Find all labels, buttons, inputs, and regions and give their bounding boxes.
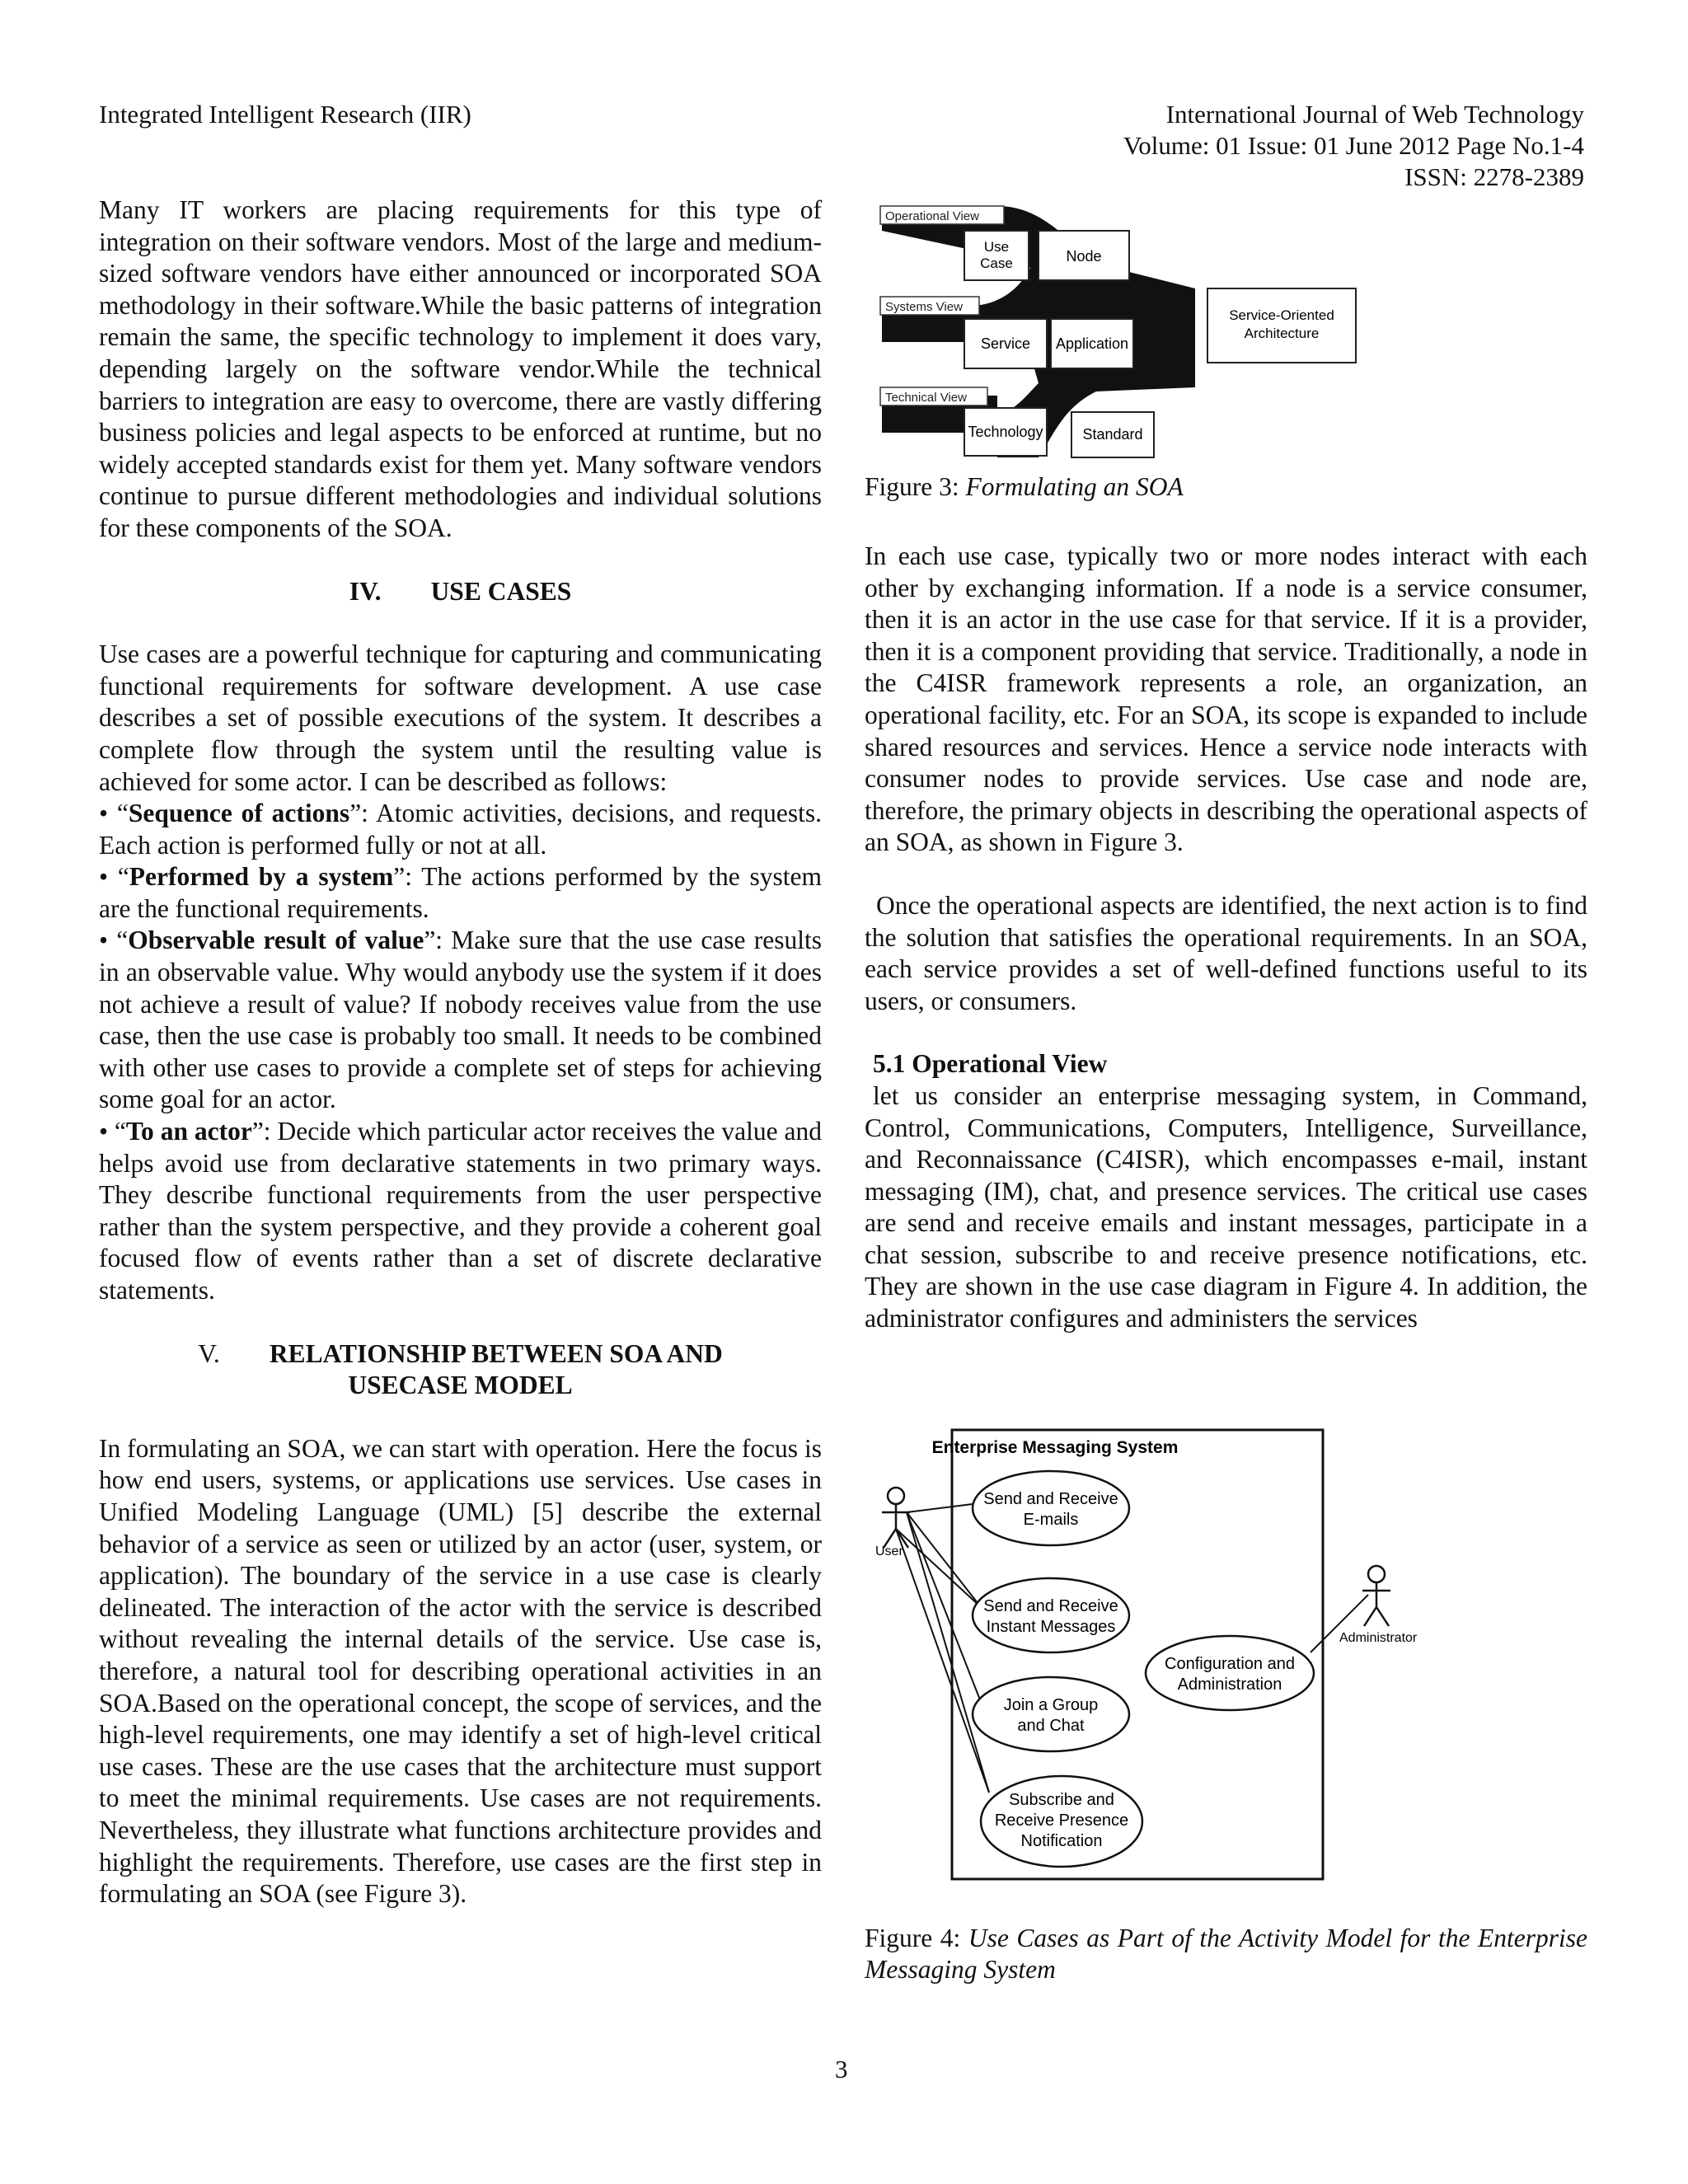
usecase-chat (973, 1677, 1129, 1751)
usecase-config-label-1: Configuration and (1165, 1655, 1295, 1673)
soa-label-2: Architecture (1244, 326, 1320, 341)
usecase-configuration (1146, 1636, 1314, 1710)
section-5-title-line2: USECASE MODEL (348, 1371, 573, 1400)
usecase-presence-label-1: Subscribe and (1009, 1791, 1114, 1809)
figure-3-caption-title: Formulating an SOA (965, 472, 1184, 501)
bullet-term: Observable result of value (128, 926, 424, 955)
section-5-number: V. (198, 1338, 220, 1368)
use-case-label-1: Use (983, 239, 1010, 255)
paragraph-operational-aspects: Once the operational aspects are identified, the next action is to find the solution that satisfies the operational requirements. In an SOA, each service provides a set of well-defined functions useful to its users, or consumers. (865, 890, 1587, 1015)
journal-volume: Volume: 01 Issue: 01 June 2012 Page No.1-4 (1123, 131, 1584, 160)
bullet-item: • “Performed by a system”: The actions performed by the system are the functional requirements. (99, 862, 822, 923)
soa-label-1: Service-Oriented (1229, 307, 1334, 323)
figure-3-diagram (874, 185, 1385, 470)
journal-issn: ISSN: 2278-2389 (1404, 162, 1584, 191)
paragraph-nodes: In each use case, typically two or more nodes interact with each other by exchanging information. If a node is a service consumer, then it is an actor in the use case for that service. If it is a provider, then it is a component providing that service. Traditionally, a node in the C4ISR framework represents a role, an organization, an operational facility, etc. For an SOA, its scope is expanded to include shared resources and services. Hence a service node interacts with consumer nodes to provide services. Use case and node are, therefore, the primary objects in describing the operational aspects of an SOA, as shown in Figure 3. (865, 541, 1587, 857)
figure-4-diagram (865, 1418, 1418, 1912)
node-label: Node (1066, 248, 1102, 265)
journal-publisher: Integrated Intelligent Research (IIR) (99, 100, 471, 129)
paragraph-relationship: In formulating an SOA, we can start with operation. Here the focus is how end users, systems, or applications use services. Use cases in Unified Modeling Language (UML) [5] describe the external behavior of a service as seen or utilized by an actor (user, system, or application). The boundary of the service in a use case is clearly delineated. The interaction of the actor with the service is described without revealing the internal details of the service. Use case is, therefore, a natural tool for describing operational activities in an SOA.Based on the operational concept, the scope of services, and the high-level requirements, one may identify a set of high-level critical use cases. These are the use cases that the architecture must support to meet the minimal requirements. Use cases are not requirements. Nevertheless, they illustrate what functions architecture provides and highlight the requirements. Therefore, use cases are the first step in formulating an SOA (see Figure 3). (99, 1433, 822, 1909)
application-label: Application (1055, 335, 1129, 352)
technology-label: Technology (968, 424, 1043, 440)
usecase-emails (973, 1471, 1129, 1545)
standard-label: Standard (1082, 426, 1143, 443)
paragraph-use-cases: Use cases are a powerful technique for capturing and communicating functional requirements for software development. A use case describes a set of possible executions of the system. It describes a complete flow through the system until the resulting value is achieved for some actor. I can be described as follows: (99, 640, 822, 796)
paragraph-enterprise-messaging: let us consider an enterprise messaging system, in Command, Control, Communications, Computers, Intelligence, Surveillance, and Reconnaissance (C4ISR), which encompasses e-mail, instant messaging (IM), chat, and presence services. The critical use cases are send and receive emails and instant messages, participate in a chat session, subscribe to and receive presence notifications, etc. They are shown in the use case diagram in Figure 4. In addition, the administrator configures and administers the services (865, 1080, 1587, 1333)
bullet-term: Sequence of actions (128, 799, 350, 828)
systems-view-label: Systems View (885, 300, 963, 314)
section-5-heading (99, 1338, 822, 1402)
bullet-item: • “To an actor”: Decide which particular actor receives the value and helps avoid use from declarative statements in two primary ways. They describe functional requirements from the user perspective rather than the system perspective, and they provide a coherent goal focused flow of events rather than a set of discrete declarative statements. (99, 1117, 822, 1305)
bullet-term: Performed by a system (129, 862, 394, 892)
page-number: 3 (835, 2055, 848, 2083)
section-4-number: IV. (349, 576, 382, 606)
journal-title: International Journal of Web Technology (1165, 100, 1584, 129)
usecase-presence-label-3: Notification (1020, 1832, 1103, 1850)
section-4-heading (99, 576, 822, 608)
usecase-chat-label-1: Join a Group (1003, 1696, 1099, 1714)
use-case-label-2: Case (980, 255, 1013, 271)
usecase-emails-label-1: Send and Receive (983, 1490, 1118, 1508)
paragraph-intro: Many IT workers are placing requirements for this type of integration on their software vendors. Most of the large and medium-sized software vendors have either announced or incorporated SOA methodology in their software.While the basic patterns of integration remain the same, the specific technology to implement it does vary, depending largely on the software vendor.While the technical barriers to integration are easy to overcome, there are vastly differing business policies and legal aspects to be enforced at runtime, but no widely accepted standards exist for them yet. Many software vendors continue to pursue different methodologies and individual solutions for these components of the SOA. (99, 195, 822, 542)
left-column (99, 194, 822, 1910)
technical-view-label: Technical View (885, 391, 967, 405)
usecase-im-label-2: Instant Messages (986, 1618, 1116, 1636)
figure-3-caption-label: Figure 3: (865, 472, 966, 501)
usecase-instant-messages (973, 1578, 1129, 1652)
administrator-label: Administrator (1339, 1631, 1418, 1645)
usecase-im-label-1: Send and Receive (983, 1597, 1118, 1615)
bullet-term: To an actor (125, 1117, 252, 1146)
bullet-item: • “Observable result of value”: Make sure that the use case results in an observable value. Why would anybody use the system if it does not achieve a result of value? If nobody receives value from the use case, then the use case is probably too small. It needs to be combined with other use cases to provide a complete set of steps for achieving some goal for an actor. (99, 926, 822, 1114)
figure-4-caption (865, 1923, 1587, 1985)
user-label: User (875, 1544, 903, 1558)
figure-4-caption-label: Figure 4: (865, 1924, 968, 1952)
subsection-5-1-heading: 5.1 Operational View (873, 1049, 1108, 1079)
journal-info (1123, 99, 1584, 193)
usecase-chat-label-2: and Chat (1017, 1717, 1085, 1735)
figure-4-caption-title: Use Cases as Part of the Activity Model for the Enterprise Messaging System (865, 1924, 1587, 1984)
usecase-emails-label-2: E-mails (1023, 1511, 1079, 1529)
figure-3-caption (865, 471, 1184, 503)
bullet-item: • “Sequence of actions”: Atomic activities, decisions, and requests. Each action is performed fully or not at all. (99, 799, 822, 860)
system-title: Enterprise Messaging System (931, 1438, 1179, 1457)
right-column (865, 541, 1587, 1335)
section-5-title-line1: RELATIONSHIP BETWEEN SOA AND (269, 1338, 723, 1368)
usecase-presence-label-2: Receive Presence (994, 1811, 1129, 1830)
usecase-config-label-2: Administration (1177, 1675, 1282, 1694)
operational-view-label: Operational View (885, 209, 979, 223)
section-4-title: USE CASES (430, 576, 572, 606)
service-label: Service (980, 335, 1031, 352)
